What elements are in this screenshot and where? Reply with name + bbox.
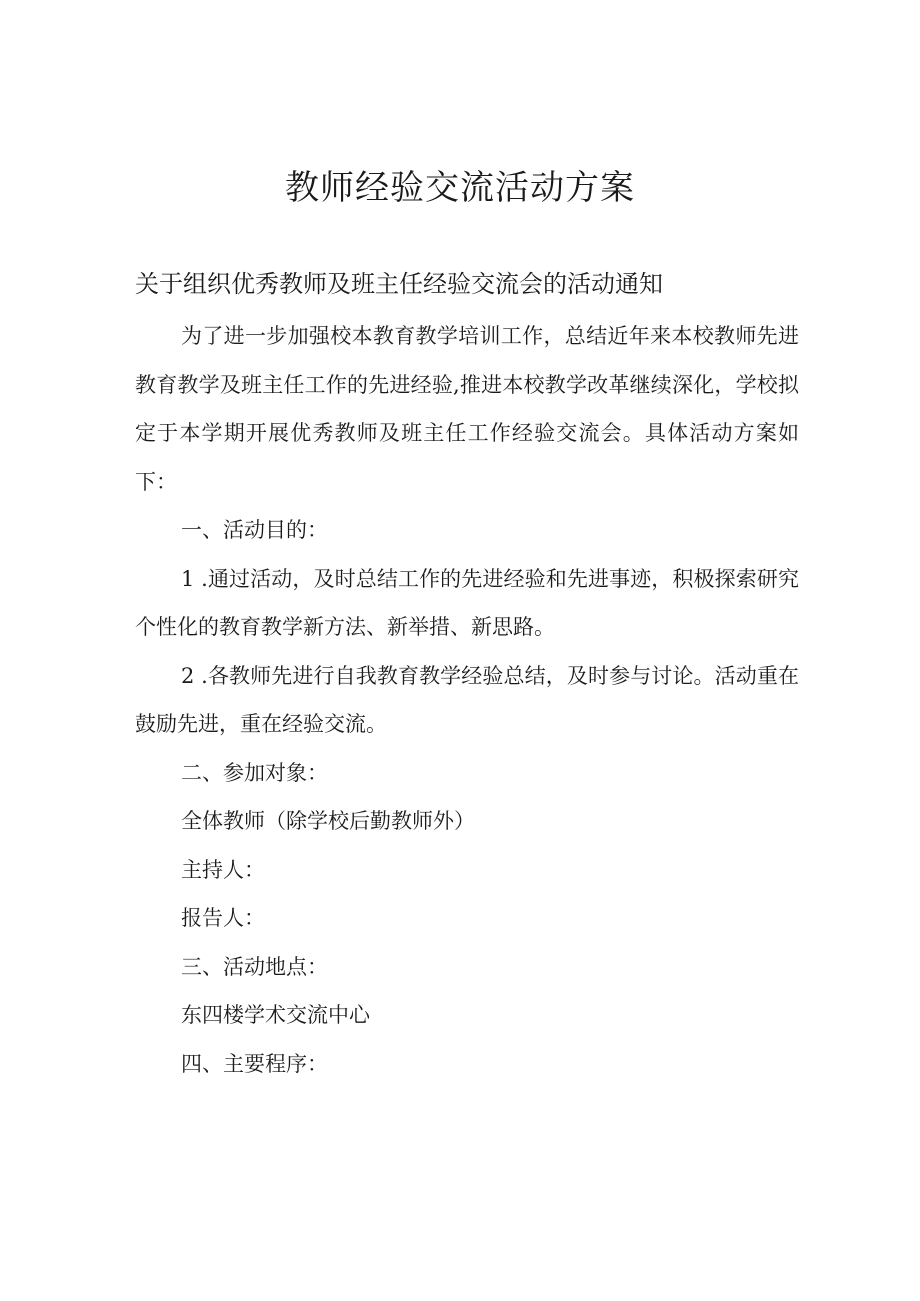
section-heading-location: 三、活动地点： [181, 954, 328, 979]
intro-paragraph: 为了进一步加强校本教育教学培训工作，总结近年来本校教师先进教育教学及班主任工作的先进经验,推进本校教学改革继续深化，学校拟定于本学期开展优秀教师及班主任工作经验交流会。具体活动方案如下： [135, 324, 799, 494]
reporter-label: 报告人： [181, 906, 265, 930]
location-text: 东四楼学术交流中心 [181, 1003, 370, 1027]
host-label: 主持人： [181, 857, 265, 882]
document-body [135, 312, 799, 1088]
document-title: 教师经验交流活动方案 [285, 168, 635, 208]
participants-text: 全体教师（除学校后勤教师外） [181, 809, 475, 833]
purpose-item-2: 2 .各教师先进行自我教育教学经验总结，及时参与讨论。活动重在鼓励先进，重在经验交流。 [135, 663, 799, 736]
section-heading-participants: 二、参加对象： [181, 760, 328, 785]
purpose-item-1: 1 .通过活动，及时总结工作的先进经验和先进事迹，积极探索研究个性化的教育教学新方法、新举措、新思路。 [135, 566, 799, 639]
notice-heading: 关于组织优秀教师及班主任经验交流会的活动通知 [135, 270, 663, 298]
section-heading-purpose: 一、活动目的： [181, 518, 328, 542]
section-heading-procedure: 四、主要程序： [181, 1051, 328, 1076]
